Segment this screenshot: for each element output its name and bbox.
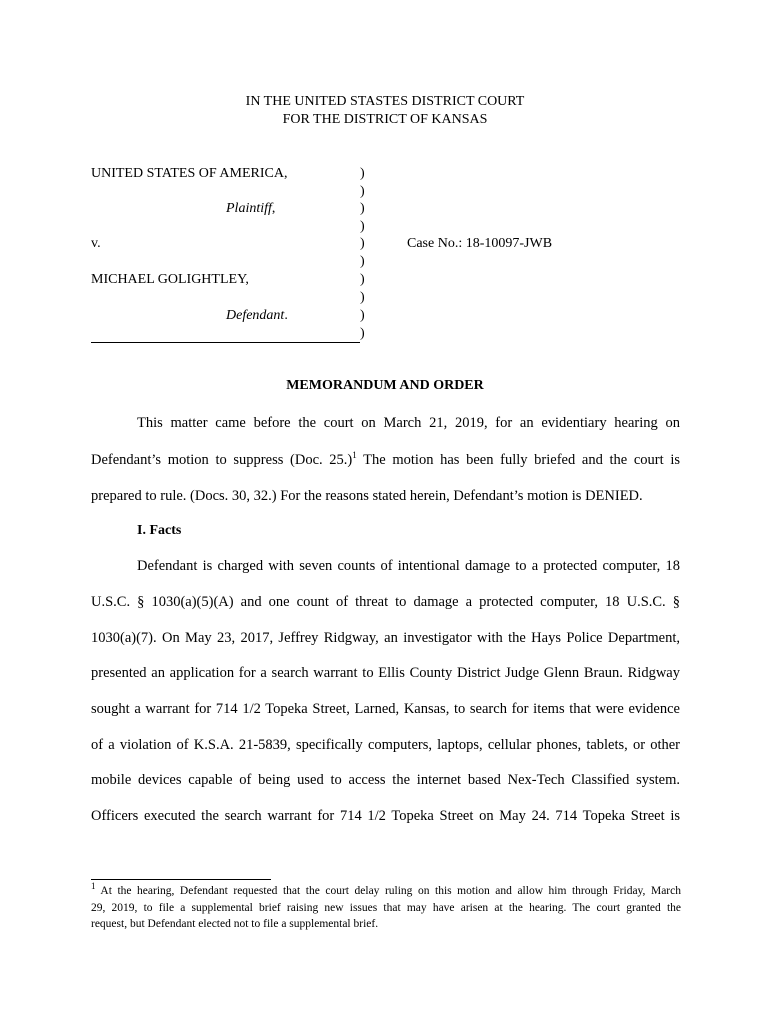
intro-line-2 bbox=[91, 452, 680, 469]
facts-line: 1030(a)(7). On May 23, 2017, Jeffrey Ridgway, an investigator with the Hays Police Department, bbox=[91, 630, 680, 646]
facts-line: of a violation of K.S.A. 21-5839, specifically computers, laptops, cellular phones, tablets, or other bbox=[91, 737, 680, 753]
defendant-role-punct: . bbox=[284, 308, 288, 323]
plaintiff-role bbox=[226, 201, 275, 217]
footnote-separator bbox=[91, 879, 271, 880]
plaintiff-role-punct: , bbox=[271, 201, 276, 216]
footnote-reference: 1 bbox=[352, 450, 357, 461]
footnote-marker: 1 bbox=[91, 881, 96, 892]
intro-line-2-start: Defendant’s motion to suppress (Doc. 25.) bbox=[91, 452, 353, 468]
plaintiff-name: UNITED STATES OF AMERICA, bbox=[91, 166, 288, 181]
footnote-line-3: request, but Defendant elected not to file a supplemental brief. bbox=[91, 918, 379, 930]
facts-line: Defendant is charged with seven counts of intentional damage to a protected computer, 18 bbox=[137, 558, 680, 574]
defendant-name: MICHAEL GOLIGHTLEY, bbox=[91, 272, 249, 287]
intro-line-1: This matter came before the court on March 21, 2019, for an evidentiary hearing on bbox=[137, 415, 680, 431]
caption-paren: ) bbox=[360, 201, 365, 216]
caption-paren: ) bbox=[360, 290, 365, 305]
facts-line: presented an application for a search warrant to Ellis County District Judge Glenn Braun. Ridgway bbox=[91, 665, 680, 681]
document-title: MEMORANDUM AND ORDER bbox=[286, 378, 484, 393]
footnote-line-1 bbox=[91, 881, 681, 897]
caption-paren: ) bbox=[360, 219, 365, 234]
facts-line: U.S.C. § 1030(a)(5)(A) and one count of threat to damage a protected computer, 18 U.S.C. § bbox=[91, 594, 680, 610]
caption-paren: ) bbox=[360, 326, 365, 341]
caption-underline bbox=[91, 342, 360, 343]
facts-line: Officers executed the search warrant for 714 1/2 Topeka Street on May 24. 714 Topeka Street is bbox=[91, 808, 680, 824]
case-number: Case No.: 18-10097-JWB bbox=[407, 236, 553, 251]
section-heading-facts: I. Facts bbox=[137, 523, 182, 538]
footnote-line-1-text: At the hearing, Defendant requested that the court delay ruling on this motion and allow him through Friday, March bbox=[95, 885, 681, 897]
caption-paren: ) bbox=[360, 166, 365, 181]
facts-line: sought a warrant for 714 1/2 Topeka Street, Larned, Kansas, to search for items that were evidence bbox=[91, 701, 680, 717]
defendant-role bbox=[226, 308, 288, 324]
intro-line-3: prepared to rule. (Docs. 30, 32.) For the reasons stated herein, Defendant’s motion is DENIED. bbox=[91, 488, 643, 504]
caption-paren: ) bbox=[360, 272, 365, 287]
plaintiff-role-label: Plaintiff bbox=[226, 201, 272, 216]
caption-paren: ) bbox=[360, 184, 365, 199]
footnote-line-2: 29, 2019, to file a supplemental brief raising new issues that may have arisen at the hearing. The court granted the bbox=[91, 902, 681, 914]
court-name-line-1: IN THE UNITED STASTES DISTRICT COURT bbox=[245, 94, 525, 109]
intro-line-2-end: The motion has been fully briefed and the court is bbox=[356, 452, 680, 468]
caption-paren: ) bbox=[360, 254, 365, 269]
versus-label: v. bbox=[91, 236, 101, 251]
caption-paren: ) bbox=[360, 236, 365, 251]
defendant-role-label: Defendant bbox=[226, 308, 285, 323]
facts-line: mobile devices capable of being used to access the internet based Nex-Tech Classified system. bbox=[91, 772, 680, 788]
court-name-line-2: FOR THE DISTRICT OF KANSAS bbox=[282, 112, 488, 127]
caption-paren: ) bbox=[360, 308, 365, 323]
